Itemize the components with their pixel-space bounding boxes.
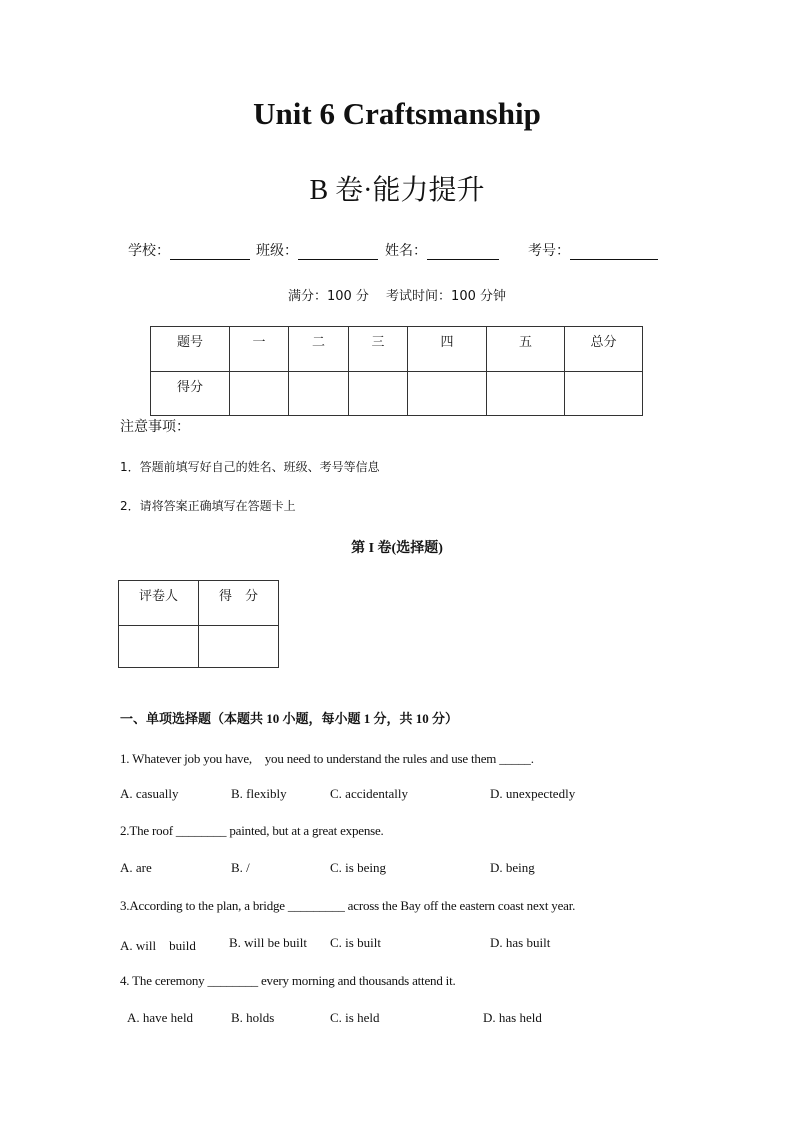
section-heading: 第 I 卷(选择题) [351,541,443,556]
grader-table-header-row [119,581,279,626]
school-blank[interactable] [170,243,250,260]
option-c[interactable]: C. is held [330,1010,380,1025]
school-field [128,240,250,260]
name-field [385,240,499,260]
score-row-label: 得分 [151,372,230,416]
exam-no-field [528,240,658,260]
header-cell: 五 [487,327,565,372]
class-label: 班级： [256,243,298,259]
notes-title: 注意事项： [120,419,190,435]
option-a[interactable]: A. casually [120,786,179,801]
name-blank[interactable] [427,243,499,260]
page-title: Unit 6 Craftsmanship [253,96,541,131]
option-a[interactable]: A. have held [127,1010,194,1025]
question-text: 3.According to the plan, a bridge _________ across the Bay off the eastern coast next year. [120,898,576,913]
school-label: 学校： [128,243,170,259]
score-cell[interactable] [289,372,349,416]
option-c[interactable]: C. is being [330,860,386,875]
exam-no-label: 考号： [528,243,570,259]
option-c[interactable]: C. is built [330,935,381,950]
page-subtitle: B 卷·能力提升 [309,175,485,206]
grade-table-header-row [151,327,643,372]
grader-score-label: 得 分 [199,581,279,626]
score-cell[interactable] [230,372,289,416]
header-cell: 题号 [151,327,230,372]
score-cell[interactable] [487,372,565,416]
score-cell[interactable] [349,372,408,416]
option-a[interactable]: A. are [120,860,152,875]
part-heading: 一、单项选择题（本题共 10 小题，每小题 1 分，共 10 分） [120,711,459,726]
class-blank[interactable] [298,243,378,260]
exam-no-blank[interactable] [570,243,658,260]
option-d[interactable]: D. being [490,860,535,875]
header-cell: 二 [289,327,349,372]
header-cell: 三 [349,327,408,372]
score-cell[interactable] [565,372,643,416]
grader-score-cell[interactable] [199,626,279,668]
note-item: 1．答题前填写好自己的姓名、班级、考号等信息 [120,460,380,474]
header-cell: 四 [408,327,487,372]
option-b[interactable]: B. / [231,860,250,875]
header-cell: 一 [230,327,289,372]
grade-table [150,326,643,416]
question-text: 1. Whatever job you have, you need to understand the rules and use them _____. [120,751,534,766]
question-text: 2.The roof ________ painted, but at a great expense. [120,823,384,838]
note-item: 2．请将答案正确填写在答题卡上 [120,499,296,513]
score-time-line: 满分：100 分 考试时间：100 分钟 [287,289,507,304]
grader-table-entry-row [119,626,279,668]
grader-table [118,580,279,668]
option-b[interactable]: B. flexibly [231,786,287,801]
name-label: 姓名： [385,243,427,259]
grader-label: 评卷人 [119,581,199,626]
option-b[interactable]: B. will be built [229,935,307,950]
option-a[interactable]: A. will build [120,938,196,953]
option-d[interactable]: D. has built [490,935,551,950]
option-d[interactable]: D. has held [483,1010,542,1025]
option-b[interactable]: B. holds [231,1010,275,1025]
grade-table-score-row [151,372,643,416]
option-d[interactable]: D. unexpectedly [490,786,576,801]
grader-cell[interactable] [119,626,199,668]
header-cell: 总分 [565,327,643,372]
class-field [256,240,378,260]
score-cell[interactable] [408,372,487,416]
option-c[interactable]: C. accidentally [330,786,408,801]
question-text: 4. The ceremony ________ every morning and thousands attend it. [120,973,456,988]
